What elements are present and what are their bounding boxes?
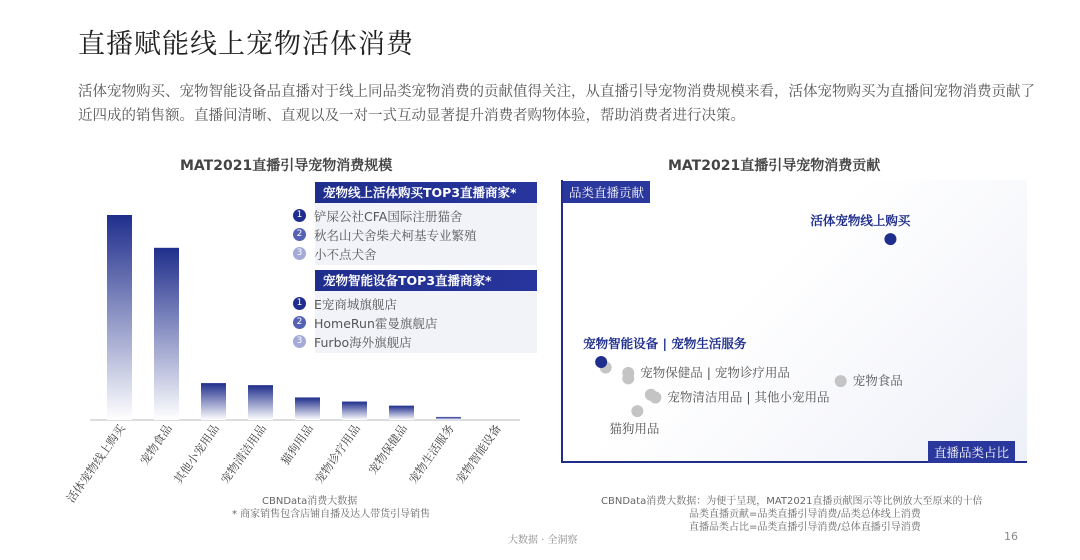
live-panel-top3 (296, 182, 537, 265)
x-tick-label: 活体宠物线上购买 (63, 421, 128, 506)
point-label: 宠物智能设备 | 宠物生活服务 (583, 335, 747, 351)
scatter-chart-title: MAT2021直播引导宠物消费贡献 (668, 158, 881, 174)
x-tick-label: 宠物生活服务 (405, 421, 457, 487)
source-line: CBNData消费大数据 (262, 496, 358, 507)
merchant-name: E宠商城旗舰店 (314, 296, 397, 312)
panel-title: 宠物智能设备TOP3直播商家* (315, 270, 537, 291)
merchant-name: 秋名山犬舍柴犬柯基专业繁殖 (314, 227, 477, 243)
point-label: 宠物食品 (852, 373, 903, 389)
bar (154, 248, 179, 420)
bar (342, 402, 367, 420)
scatter-chart (561, 180, 1031, 470)
x-tick-label: 其他小宠用品 (170, 421, 222, 487)
bar (295, 397, 320, 420)
scatter-point (631, 405, 643, 417)
merchant-row (293, 332, 537, 351)
merchant-row (293, 313, 537, 332)
source-line: CBNData消费大数据：为便于呈现，MAT2021直播贡献图示等比例放大至原来的十倍 (601, 496, 983, 507)
rank-badge: 3 (293, 247, 306, 260)
point-label: 宠物清洁用品 | 其他小宠用品 (667, 389, 830, 405)
scatter-point (622, 367, 634, 379)
intro-text: 活体宠物购买、宠物智能设备品直播对于线上同品类宠物消费的贡献值得关注，从直播引导宠物消费规模来看，活体宠物购买为直播间宠物消费贡献了近四成的销售额。直播间清晰、直观以及一对一式互动显著提升消费者购物体验，帮助消费者进行决策。 (78, 84, 1035, 124)
page-title: 直播赋能线上宠物活体消费 (78, 29, 414, 60)
left-source (232, 495, 430, 521)
merchant-name: 小不点犬舍 (314, 246, 377, 262)
right-source (601, 495, 982, 534)
bar (201, 383, 226, 420)
bar (107, 215, 132, 420)
point-label: 宠物保健品 | 宠物诊疗用品 (640, 364, 790, 380)
x-tick-label: 宠物诊疗用品 (311, 421, 363, 487)
bar (248, 385, 273, 420)
x-tick-label: 宠物保健品 (365, 421, 410, 477)
y-axis-label: 品类直播贡献 (563, 181, 650, 203)
x-axis-label: 直播品类占比 (928, 441, 1015, 463)
x-tick-label: 宠物清洁用品 (217, 421, 269, 487)
scatter-point (649, 391, 661, 403)
merchant-name: Furbo海外旗舰店 (314, 334, 412, 350)
merchant-row (293, 225, 537, 244)
scatter-point (835, 375, 847, 387)
rank-badge: 3 (293, 335, 306, 348)
rank-badge: 2 (293, 228, 306, 241)
panel-title: 宠物线上活体购买TOP3直播商家* (315, 182, 537, 203)
page-number: 16 (1004, 530, 1018, 543)
footer-text: 大数据 · 全洞察 (508, 535, 578, 546)
rank-badge: 1 (293, 297, 306, 310)
bar (389, 406, 414, 420)
scatter-point (595, 356, 607, 368)
source-formula: 直播品类占比=品类直播引导消费/总体直播引导消费 (689, 522, 921, 533)
point-label: 活体宠物线上购买 (810, 213, 911, 229)
scatter-point (884, 233, 896, 245)
merchant-name: 铲屎公社CFA国际注册猫舍 (314, 208, 463, 224)
source-note: * 商家销售包含店铺自播及达人带货引导销售 (232, 509, 431, 520)
point-label: 猫狗用品 (609, 421, 660, 437)
rank-badge: 2 (293, 316, 306, 329)
smart-device-panel-top3 (296, 270, 537, 353)
merchant-row (293, 244, 537, 263)
merchant-row (293, 294, 537, 313)
rank-badge: 1 (293, 209, 306, 222)
bar (436, 417, 461, 420)
x-tick-label: 猫狗用品 (278, 421, 316, 468)
bar-chart-title: MAT2021直播引导宠物消费规模 (180, 158, 393, 174)
merchant-name: HomeRun霍曼旗舰店 (314, 315, 438, 331)
x-tick-label: 宠物食品 (137, 421, 175, 468)
x-tick-label: 宠物智能设备 (452, 421, 504, 487)
merchant-row (293, 206, 537, 225)
source-formula: 品类直播贡献=品类直播引导消费/品类总体线上消费 (689, 509, 921, 520)
